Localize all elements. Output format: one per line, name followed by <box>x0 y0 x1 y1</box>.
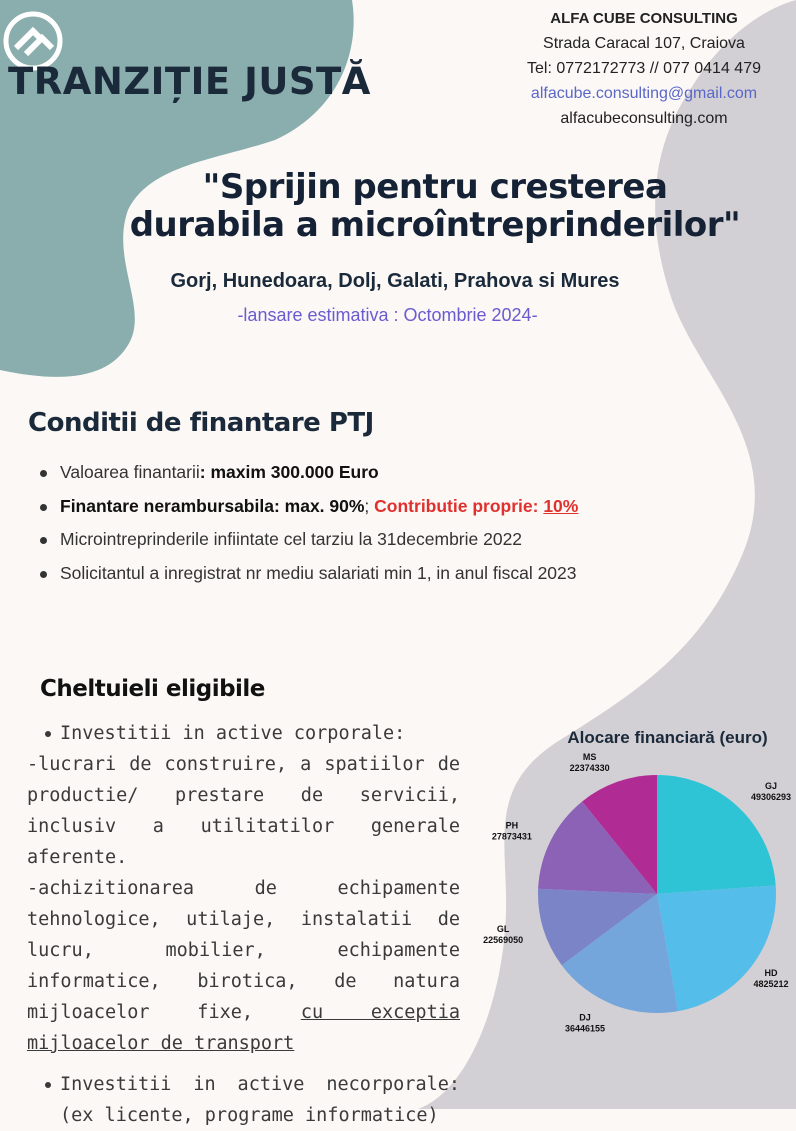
program-headline <box>100 168 770 244</box>
contact-block <box>505 6 783 131</box>
eligible-expenses-title: Cheltuieli eligibile <box>40 676 265 702</box>
pie-label-value-ms: 22374330 <box>569 762 610 773</box>
pie-label-value-gl: 22569050 <box>483 934 524 945</box>
equipment-paragraph-line-1: -achizitionarea de echipamente <box>27 878 460 899</box>
construction-paragraph: -lucrari de construire, a spatiilor de productie/ prestare de servicii, inclusiv a utilitatilor generale aferente. <box>27 754 460 868</box>
brand-title: TRANZIȚIE JUSTĂ <box>8 60 371 103</box>
pie-label-value-dj: 36446155 <box>564 1023 606 1034</box>
condition-funding-value: Valoarea finantarii: maxim 300.000 Euro <box>38 456 778 490</box>
pie-label-name-ph: PH <box>505 820 519 831</box>
intangible-assets-bullet: Investitii in active necorporale: (ex licente, programe informatice) <box>27 1069 460 1131</box>
transport-exception: cu exceptia mijloacelor de transport <box>27 1002 460 1054</box>
pie-label-value-hd: 4825212 <box>753 979 789 990</box>
eligible-regions: Gorj, Hunedoara, Dolj, Galati, Prahova si Mures <box>170 270 620 292</box>
company-name: ALFA CUBE CONSULTING <box>550 10 738 27</box>
company-phone: Tel: 0772172773 // 077 0414 479 <box>527 60 761 77</box>
pie-label-value-gj: 49306293 <box>750 792 792 803</box>
headline-line-1: "Sprijin pentru cresterea <box>202 167 668 207</box>
equipment-paragraph: tehnologice, utilaje, instalatii de lucru, mobilier, echipamente informatice, birotica, de natura mijloacelor fixe, cu exceptia mijloacelor de transport <box>27 909 460 1054</box>
condition-employees: Solicitantul a inregistrat nr mediu salariati min 1, in anul fiscal 2023 <box>38 557 778 591</box>
conditions-list <box>38 456 778 590</box>
allocation-pie-chart <box>470 748 796 1048</box>
company-website-link[interactable]: alfacubeconsulting.com <box>560 110 728 127</box>
pie-label-name-hd: HD <box>764 968 778 979</box>
pie-label-name-dj: DJ <box>579 1012 591 1023</box>
condition-nonrefundable: Finantare nerambursabila: max. 90%; Contributie proprie: 10% <box>38 490 778 524</box>
pie-label-name-ms: MS <box>582 751 597 762</box>
company-email-link[interactable]: alfacube.consulting@gmail.com <box>530 85 758 102</box>
pie-label-name-gj: GJ <box>764 781 778 792</box>
pie-slice-hd <box>657 885 776 1011</box>
pie-label-value-ph: 27873431 <box>491 831 532 842</box>
conditions-title: Conditii de finantare PTJ <box>28 408 374 438</box>
chart-title: Alocare financiară (euro) <box>567 728 768 747</box>
pie-label-name-gl: GL <box>496 923 510 934</box>
eligible-expenses-text <box>27 718 460 1131</box>
launch-estimate: -lansare estimativa : Octombrie 2024- <box>237 305 538 325</box>
tangible-assets-bullet: Investitii in active corporale: <box>27 718 460 749</box>
headline-line-2: durabila a microîntreprinderilor" <box>129 205 741 245</box>
condition-founding-date: Microintreprinderile infiintate cel tarziu la 31decembrie 2022 <box>38 523 778 557</box>
company-address: Strada Caracal 107, Craiova <box>543 35 745 52</box>
